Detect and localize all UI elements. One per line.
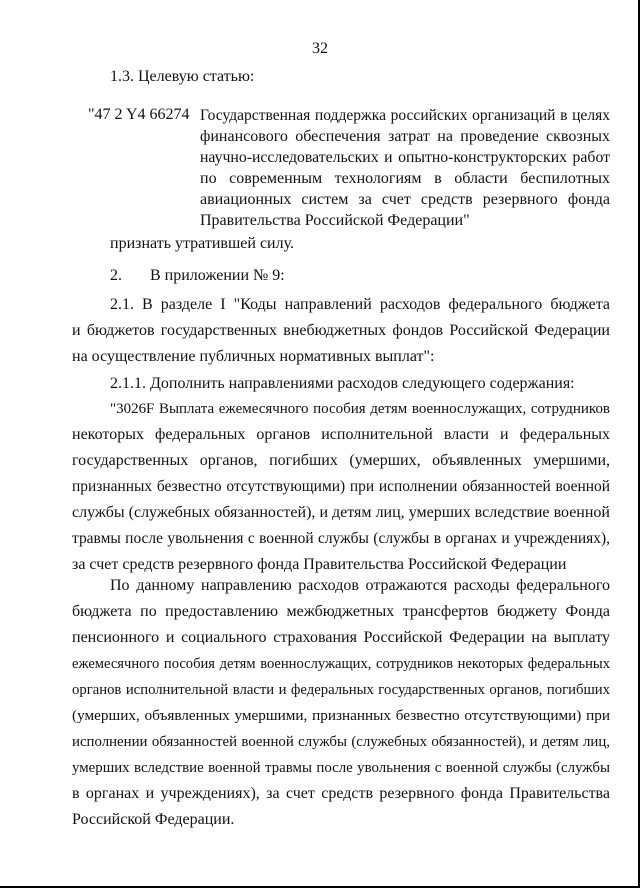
direction-line: государственных органов, погибших (умерших, объявленных умершими, [72,452,610,469]
explanation-line: умерших вследствие военной травмы после увольнения с военной службы (службы [72,760,610,776]
explanation-line: ежемесячного пособия детям военнослужащих, сотрудников некоторых федеральных [72,656,610,672]
page-number: 32 [312,40,328,57]
target-text-line: Правительства Российской Федерации" [200,212,470,229]
explanation-line: Российской Федерации. [72,811,235,828]
direction-line: некоторых федеральных органов исполнительной власти и федеральных [72,426,610,443]
target-code: "47 2 Y4 66274 [88,106,190,123]
target-description [200,105,610,231]
target-text-line: научно-исследовательских и опытно-конструкторских работ [200,149,610,166]
direction-line: за счет средств резервного фонда Правительства Российской Федерации [72,556,567,573]
target-text-line: финансового обеспечения затрат на проведение сквозных [200,128,610,145]
explanation-line: в органах и учреждениях), за счет средств резервного фонда Правительства [72,785,610,802]
item-2-1-line: и бюджетов государственных внебюджетных фондов Российской Федерации [72,322,610,339]
target-text-line: по современным технологиям в области беспилотных [200,170,610,187]
explanation-line: бюджета по предоставлению межбюджетных трансфертов бюджету Фонда [72,603,610,620]
explanation-line: органов исполнительной власти и федеральных государственных органов, погибших [72,682,610,698]
direction-line: травмы после увольнения с военной службы (службы в органах и учреждениях), [72,530,610,547]
explanation-line: исполнении обязанностей военной службы (служебных обязанностей), и детям лиц, [72,734,610,750]
item-2-1 [72,292,610,370]
target-text-line: Государственная поддержка российских организаций в целях [200,107,610,124]
direction-3026F [72,396,610,578]
target-text-line: авиационных систем за счет средств резервного фонда [200,191,610,208]
direction-line: признанных безвестно отсутствующими) при исполнении обязанностей военной [72,478,610,495]
explanation-line: По данному направлению расходов отражаются расходы федерального [110,577,610,594]
item-1-3: 1.3. Целевую статью: [110,68,255,85]
direction-line: "3026F Выплата ежемесячного пособия детям военнослужащих, сотрудников [110,401,610,417]
direction-line: службы (служебных обязанностей), и детям лиц, умерших вследствие военной [72,504,610,521]
invalidate-text: признать утратившей силу. [110,235,294,252]
explanation-paragraph [72,573,610,833]
explanation-line: (умерших, объявленных умершими, признанных безвестно отсутствующими) при [72,707,610,724]
item-2-1-line: 2.1. В разделе I "Коды направлений расходов федерального бюджета [110,296,610,313]
explanation-line: пенсионного и социального страхования Российской Федерации на выплату [72,629,610,646]
item-2: 2. В приложении № 9: [110,267,285,284]
item-2-1-1: 2.1.1. Дополнить направлениями расходов следующего содержания: [110,375,575,392]
item-2-1-line: на осуществление публичных нормативных выплат": [72,348,435,365]
